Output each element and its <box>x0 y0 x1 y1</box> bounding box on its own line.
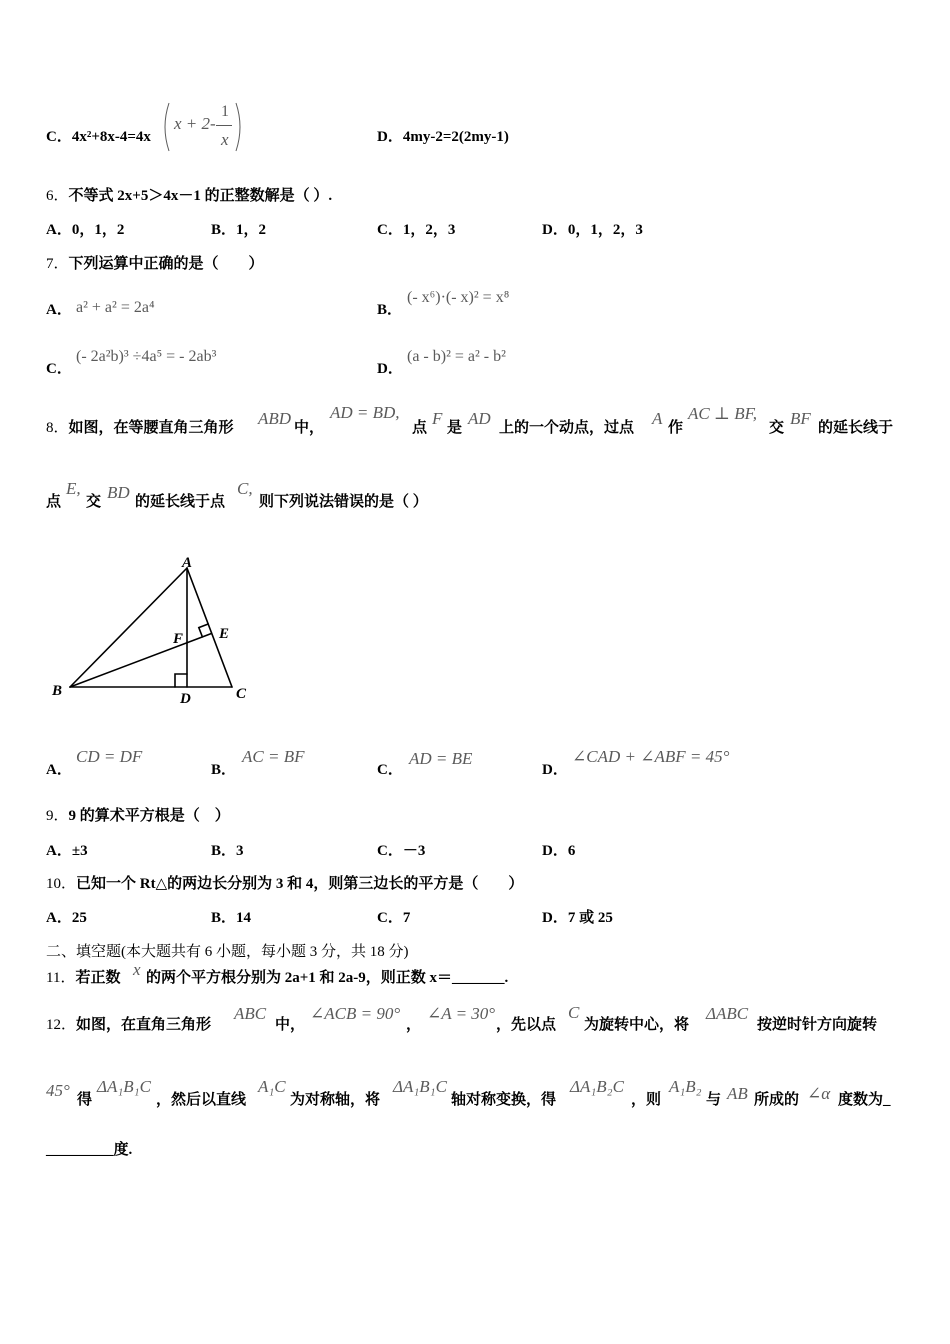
q12-formula-angle-acb: ∠ACB = 90° <box>310 1004 401 1023</box>
q12-formula-abc: ABC <box>234 1004 267 1023</box>
q5-option-c-fraction-bar <box>216 125 232 126</box>
q5-option-c-paren-inner: x + 2- <box>174 114 216 133</box>
q9-option-d <box>542 842 575 860</box>
q9-option-d-text: 6 <box>567 843 576 859</box>
q10-stem-text: 已知一个 Rt△的两边长分别为 3 和 4，则第三边长的平方是（ ） <box>76 876 524 892</box>
q12-formula-triangle-a1b1c-2: ΔA₁B₁C <box>393 1077 447 1096</box>
q9-option-a-label: A． <box>46 843 72 859</box>
figure-label-f: F <box>173 631 184 647</box>
figure-label-c: C <box>236 686 247 702</box>
q10-number: 10． <box>46 876 77 892</box>
q11-formula-x: x <box>133 960 141 979</box>
q9-option-c-label: C． <box>377 843 403 859</box>
q8-line2-text-2: 交 <box>86 494 102 510</box>
q6-option-c-label: C． <box>377 222 403 238</box>
q8-option-d-label: D． <box>542 762 568 778</box>
q6-option-b <box>211 221 266 239</box>
q5-option-c-expression: 4x²+8x-4=4x <box>71 129 151 145</box>
figure-label-e: E <box>219 626 230 642</box>
q10-option-d-text: 7 或 25 <box>567 910 613 926</box>
q10-option-b-label: B． <box>211 910 237 926</box>
q11-stem-start <box>46 969 120 987</box>
q6-option-a-label: A． <box>46 222 72 238</box>
q8-text-8: 的延长线于 <box>818 420 894 436</box>
q6-number: 6． <box>46 188 69 204</box>
q8-option-b-formula: AC = BF <box>242 747 305 766</box>
q12-line2-text-7: 所成的 <box>754 1092 800 1108</box>
q12-text-1: 如图，在直角三角形 <box>76 1017 212 1033</box>
q6-option-d-text: 0，1，2，3 <box>567 222 643 238</box>
q8-text-6: 作 <box>668 420 684 436</box>
q12-formula-triangle-abc: ΔABC <box>706 1004 749 1023</box>
q12-formula-triangle-a1b2c: ΔA₁B₂C <box>570 1077 624 1096</box>
figure-label-d: D <box>180 691 191 707</box>
q10-option-c-label: C． <box>377 910 403 926</box>
q8-line2-text-1: 点 <box>46 494 62 510</box>
q9-stem-text: 9 的算术平方根是（ ） <box>68 808 230 824</box>
q10-option-a-text: 25 <box>71 910 87 926</box>
q12-text-2: 中， <box>275 1017 306 1033</box>
q9-option-a-text: ±3 <box>71 843 88 859</box>
q9-option-a <box>46 842 88 860</box>
q10-option-b-text: 14 <box>236 910 252 926</box>
q6-option-a <box>46 221 124 239</box>
q12-formula-ab: AB <box>727 1084 748 1103</box>
q6-option-b-text: 1，2 <box>236 222 267 238</box>
q12-formula-a1c: A₁C <box>258 1077 286 1096</box>
section-2-title: 二、填空题(本大题共有 6 小题，每小题 3 分，共 18 分) <box>46 944 409 960</box>
q6-option-c <box>377 221 455 239</box>
q10-option-d-label: D． <box>542 910 568 926</box>
q12-line2-text-5: ，则 <box>631 1092 662 1108</box>
q8-option-a-formula: CD = DF <box>76 747 143 766</box>
q10-option-a-label: A． <box>46 910 72 926</box>
q9-option-b <box>211 842 244 860</box>
q8-triangle-figure <box>40 548 260 708</box>
q8-text-2: 中， <box>294 420 325 436</box>
q12-line2-text-3: 为对称轴，将 <box>290 1092 381 1108</box>
q7-option-d-label: D． <box>377 361 403 377</box>
q5-option-c-fraction-denominator: x <box>221 130 229 149</box>
q8-option-d-formula: ∠CAD + ∠ABF = 45° <box>572 747 730 766</box>
q12-line2-text-6: 与 <box>706 1092 722 1108</box>
q8-text-7: 交 <box>769 420 785 436</box>
right-angle-mark-d <box>175 674 187 687</box>
q11-text-1: 若正数 <box>75 970 121 986</box>
q8-formula-bd: BD <box>107 483 130 502</box>
q6-option-a-text: 0，1，2 <box>71 222 125 238</box>
q10-option-a <box>46 909 87 927</box>
q12-formula-angle-alpha: ∠α <box>807 1084 831 1103</box>
q8-option-c-label: C． <box>377 762 403 778</box>
q12-formula-45-degrees: 45° <box>46 1081 70 1100</box>
q12-line2-text-4: 轴对称变换，得 <box>451 1092 557 1108</box>
q6-stem <box>46 187 332 205</box>
q12-line2-text-1: 得 <box>77 1092 93 1108</box>
q12-number: 12． <box>46 1017 77 1033</box>
q8-formula-e: E, <box>66 479 81 498</box>
q8-text-5: 上的一个动点，过点 <box>499 420 635 436</box>
figure-label-b: B <box>52 683 63 699</box>
q8-option-a-label: A． <box>46 762 72 778</box>
q5-option-c <box>46 128 151 146</box>
q12-line2-text-2: ，然后以直线 <box>156 1092 247 1108</box>
q8-formula-ac-perp-bf: AC ⊥ BF, <box>688 404 758 423</box>
q10-option-b <box>211 909 251 927</box>
q7-option-b-label: B． <box>377 302 403 318</box>
q8-stem-start <box>46 419 234 437</box>
q6-option-c-text: 1，2，3 <box>402 222 456 238</box>
q12-formula-angle-a: ∠A = 30° <box>427 1004 496 1023</box>
q8-formula-ad: AD <box>468 409 491 428</box>
q9-option-d-label: D． <box>542 843 568 859</box>
q6-option-b-label: B． <box>211 222 237 238</box>
q9-option-c-text: －3 <box>402 843 426 859</box>
q5-option-c-fraction-numerator: 1 <box>221 103 229 120</box>
segment-ab <box>70 568 187 687</box>
q5-option-d-label: D． <box>377 129 403 145</box>
q7-option-d-formula: (a - b)² = a² - b² <box>407 348 506 365</box>
q12-text-6: 按逆时针方向旋转 <box>757 1017 878 1033</box>
q6-stem-text: 不等式 2x+5＞4x－1 的正整数解是（ ）. <box>68 188 333 204</box>
q7-option-c-formula: (- 2a²b)³ ÷4a⁵ = - 2ab³ <box>76 348 217 365</box>
q7-option-b-formula: (- x⁶)·(- x)² = x⁸ <box>407 289 510 306</box>
q5-option-d-expression: 4my-2=2(2my-1) <box>402 129 509 145</box>
q6-option-d <box>542 221 643 239</box>
q12-text-5: 为旋转中心，将 <box>584 1017 690 1033</box>
q8-number: 8． <box>46 420 69 436</box>
q5-option-d <box>377 128 509 146</box>
q6-option-d-label: D． <box>542 222 568 238</box>
figure-label-a: A <box>182 555 193 571</box>
q12-stem-start <box>46 1016 211 1034</box>
q5-option-c-label: C． <box>46 129 72 145</box>
q12-formula-c: C <box>568 1003 580 1022</box>
q12-line2-text-8: 度数为_ <box>838 1092 891 1108</box>
q10-option-c <box>377 909 410 927</box>
q8-text-3: 点 <box>412 420 428 436</box>
q9-option-b-text: 3 <box>236 843 244 859</box>
q8-line2-text-3: 的延长线于点 <box>135 494 226 510</box>
q11-number: 11． <box>46 970 76 986</box>
q12-text-4: ，先以点 <box>496 1017 557 1033</box>
q8-formula-f: F <box>432 409 443 428</box>
q8-text-1: 如图，在等腰直角三角形 <box>68 420 234 436</box>
q12-formula-triangle-a1b1c: ΔA₁B₁C <box>97 1077 151 1096</box>
q7-stem <box>46 255 264 273</box>
q11-text-2: 的两个平方根分别为 2a+1 和 2a-9，则正数 x＝_______. <box>146 970 509 986</box>
q9-number: 9． <box>46 808 69 824</box>
q7-stem-text: 下列运算中正确的是（ ） <box>68 256 264 272</box>
q8-option-b-label: B． <box>211 762 237 778</box>
q8-formula-ad-eq-bd: AD = BD, <box>330 403 400 422</box>
q8-formula-c: C, <box>237 479 253 498</box>
right-parenthesis <box>236 103 240 151</box>
q8-formula-a: A <box>652 409 663 428</box>
q8-option-c-formula: AD = BE <box>409 749 473 768</box>
q12-formula-a1b2: A₁B₂ <box>669 1077 702 1096</box>
q7-option-c-label: C． <box>46 361 72 377</box>
q7-number: 7． <box>46 256 69 272</box>
q7-option-a-formula: a² + a² = 2a⁴ <box>76 299 155 316</box>
q7-option-a-label: A． <box>46 302 72 318</box>
segment-be <box>70 633 212 687</box>
q10-option-c-text: 7 <box>402 910 411 926</box>
q12-answer-blank: _________度. <box>46 1142 133 1158</box>
q9-option-c <box>377 842 425 860</box>
q10-option-d <box>542 909 613 927</box>
q8-formula-abd: ABD <box>258 409 292 428</box>
q9-stem <box>46 807 230 825</box>
q10-stem <box>46 875 523 893</box>
q8-text-4: 是 <box>447 420 463 436</box>
q8-line2-text-4: 则下列说法错误的是（ ） <box>259 494 428 510</box>
q8-formula-bf: BF <box>790 409 811 428</box>
q12-text-3: ， <box>406 1017 422 1033</box>
left-parenthesis <box>165 103 169 151</box>
q9-option-b-label: B． <box>211 843 237 859</box>
